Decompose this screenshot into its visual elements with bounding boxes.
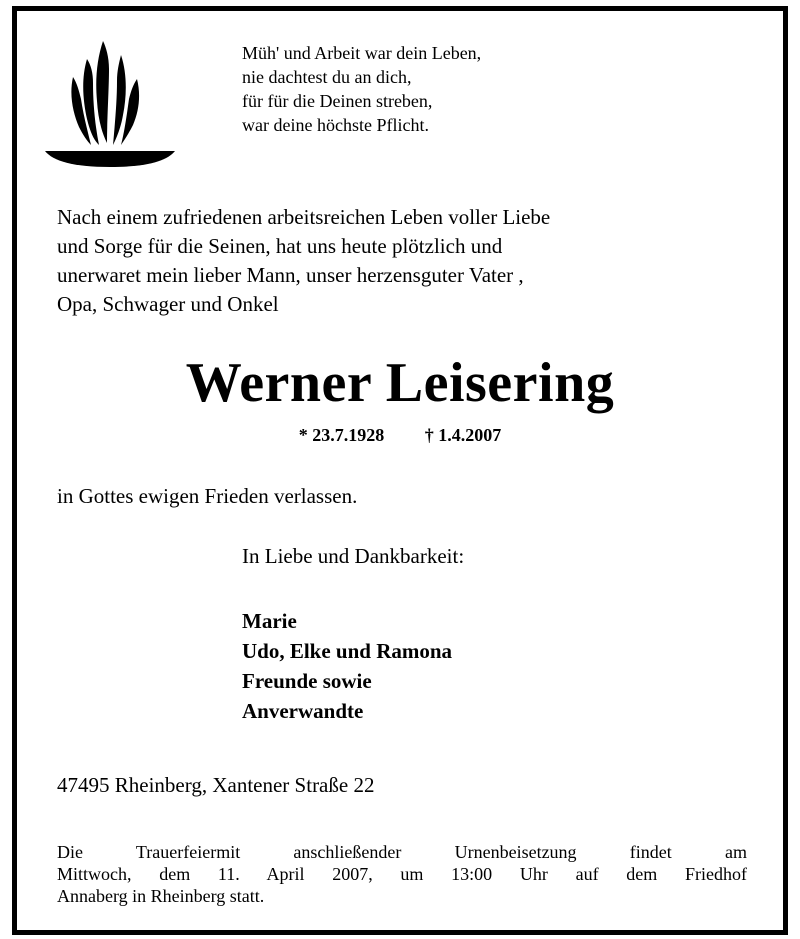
obituary-frame	[12, 6, 788, 935]
funeral-notice	[57, 841, 747, 907]
intro-text	[57, 203, 757, 319]
birth-date: * 23.7.1928	[298, 425, 385, 445]
notice-line: Die Trauerfeiermit anschließender Urnenbeisetzung findet am	[57, 842, 747, 862]
intro-line: unerwaret mein lieber Mann, unser herzensguter Vater ,	[57, 263, 524, 287]
address: 47495 Rheinberg, Xantener Straße 22	[57, 773, 375, 797]
mourner: Anverwandte	[242, 699, 364, 723]
mourner: Freunde sowie	[242, 669, 372, 693]
poem	[242, 41, 481, 137]
thanks-text: In Liebe und Dankbarkeit:	[242, 544, 465, 568]
death-date: † 1.4.2007	[424, 425, 502, 445]
poem-line: Müh' und Arbeit war dein Leben,	[242, 43, 482, 63]
mourner: Marie	[242, 609, 297, 633]
poem-line: nie dachtest du an dich,	[242, 67, 412, 87]
poem-line: war deine höchste Pflicht.	[242, 115, 429, 135]
life-dates	[17, 425, 783, 446]
intro-line: und Sorge für die Seinen, hat uns heute plötzlich und	[57, 234, 503, 258]
intro-line: Nach einem zufriedenen arbeitsreichen Leben voller Liebe	[57, 205, 551, 229]
deceased-name: Werner Leisering	[185, 352, 615, 414]
passed-text: in Gottes ewigen Frieden verlassen.	[57, 484, 358, 508]
notice-line: Mittwoch, dem 11. April 2007, um 13:00 Uhr auf dem Friedhof	[57, 864, 747, 884]
intro-line: Opa, Schwager und Onkel	[57, 292, 279, 316]
mourners-list	[242, 606, 452, 726]
notice-line: Annaberg in Rheinberg statt.	[57, 886, 265, 906]
flame-bowl-icon	[43, 39, 177, 169]
poem-line: für für die Deinen streben,	[242, 91, 433, 111]
mourner: Udo, Elke und Ramona	[242, 639, 453, 663]
